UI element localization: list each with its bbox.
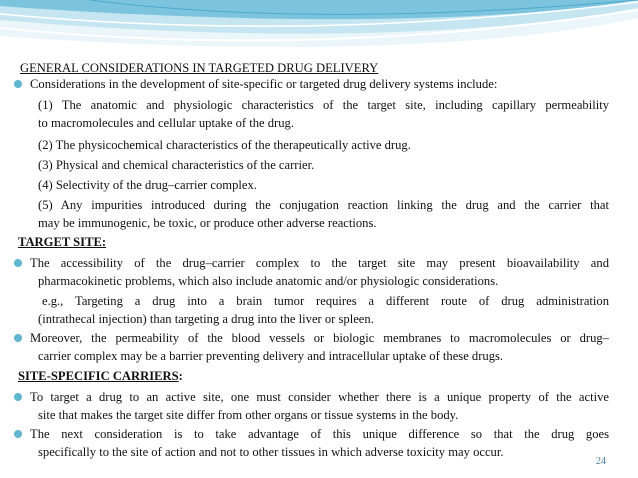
bullet-icon [14, 80, 22, 88]
item-3: (3) Physical and chemical characteristics of the carrier. [38, 158, 315, 172]
page-heading: GENERAL CONSIDERATIONS IN TARGETED DRUG DELIVERY [20, 61, 379, 75]
target-site-p2-line-2: carrier complex may be a barrier preventing delivery and intracellular uptake of these drugs. [38, 349, 504, 363]
carriers-p2-line-2: specifically to the site of action and not to other tissues in which adverse toxicity may occur. [38, 445, 504, 459]
target-site-p1-line-2: pharmacokinetic problems, which also include anatomic and/or physiologic considerations. [38, 274, 499, 288]
carriers-p1-line-2: site that makes the target site differ from other organs or tissue systems in the body. [38, 408, 459, 422]
carriers-p1-line-1: To target a drug to an active site, one must consider whether there is a unique property of the active [30, 390, 609, 404]
bullet-icon [14, 334, 22, 342]
page-number: 24 [596, 456, 606, 467]
item-5-line-2: may be immunogenic, be toxic, or produce other adverse reactions. [38, 216, 377, 230]
target-site-heading: TARGET SITE: [18, 235, 107, 249]
bullet-icon [14, 430, 22, 438]
target-site-example-line-1: e.g., Targeting a drug into a brain tumor requires a different route of drug administration [42, 294, 609, 308]
carriers-heading [18, 368, 183, 385]
target-site-example-line-2: (intrathecal injection) than targeting a drug into the liver or spleen. [38, 312, 374, 326]
item-5-line-1: (5) Any impurities introduced during the conjugation reaction linking the drug and the carrier that [38, 198, 609, 212]
bullet-icon [14, 259, 22, 267]
target-site-p2-line-1: Moreover, the permeability of the blood vessels or biologic membranes to macromolecules or drug– [30, 331, 609, 345]
carriers-p2-line-1: The next consideration is to take advantage of this unique difference so that the drug goes [30, 427, 609, 441]
item-1-line-1: (1) The anatomic and physiologic characteristics of the target site, including capillary permeability [38, 98, 609, 112]
header-wave-decoration [0, 0, 638, 60]
carriers-heading-colon: : [178, 369, 183, 383]
intro-text: Considerations in the development of site-specific or targeted drug delivery systems include: [30, 77, 498, 91]
item-2: (2) The physicochemical characteristics of the therapeutically active drug. [38, 138, 411, 152]
target-site-p1-line-1: The accessibility of the drug–carrier complex to the target site may present bioavailability and [30, 256, 609, 270]
carriers-heading-text: SITE-SPECIFIC CARRIERS [18, 369, 179, 383]
bullet-icon [14, 393, 22, 401]
item-1-line-2: to macromolecules and cellular uptake of the drug. [38, 116, 294, 130]
item-4: (4) Selectivity of the drug–carrier complex. [38, 178, 257, 192]
